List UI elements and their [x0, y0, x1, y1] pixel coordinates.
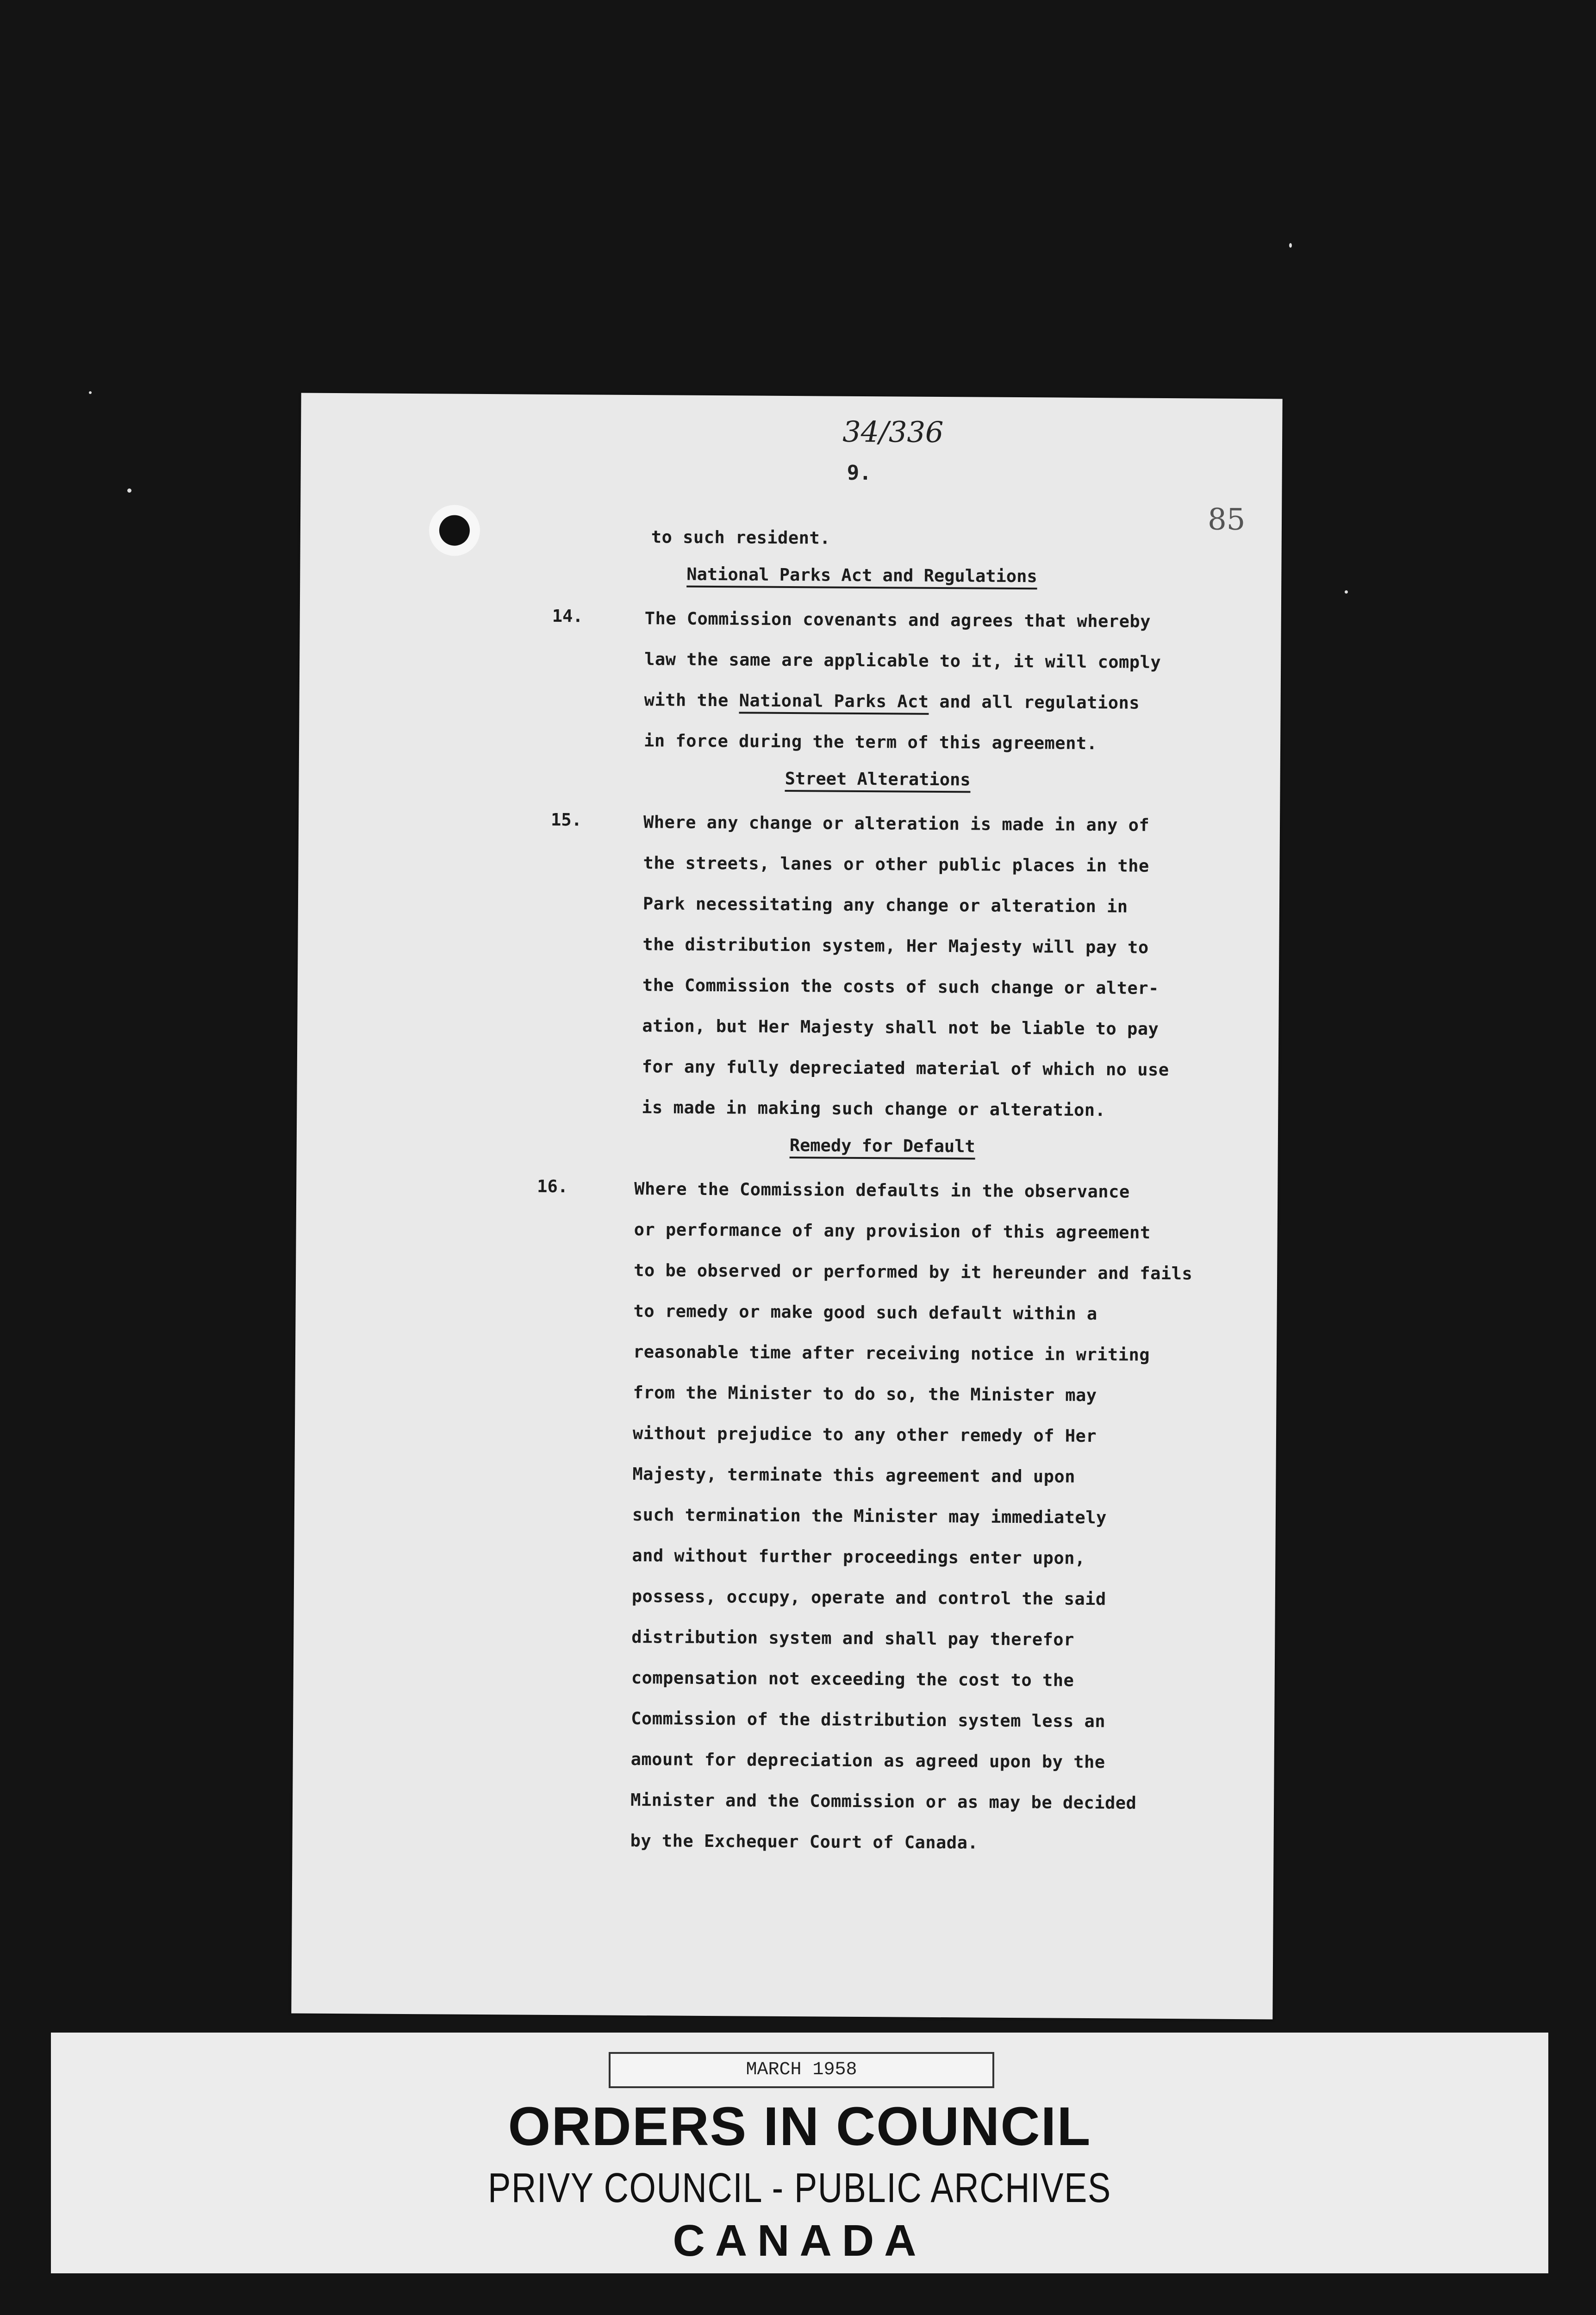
body-line: Park necessitating any change or alteration in [642, 894, 1128, 917]
body-line: is made in making such change or alteration. [642, 1097, 1106, 1120]
body-line: the streets, lanes or other public places in the [643, 853, 1149, 876]
body-line: Commission of the distribution system less an [631, 1708, 1106, 1732]
document-page [291, 393, 1282, 2020]
body-line: compensation not exceeding the cost to the [631, 1667, 1074, 1690]
body-line: ation, but Her Majesty shall not be liable to pay [642, 1016, 1159, 1039]
body-line: to such resident. [651, 527, 831, 548]
punch-hole [439, 515, 470, 545]
clause-number: 16. [537, 1176, 568, 1197]
body-line: reasonable time after receiving notice in writing [633, 1341, 1150, 1365]
film-speck [1345, 590, 1348, 594]
body-line: without prejudice to any other remedy of Her [632, 1423, 1097, 1446]
body-line: by the Exchequer Court of Canada. [630, 1830, 979, 1853]
banner-title: ORDERS IN COUNCIL [508, 2096, 1091, 2157]
body-line: or performance of any provision of this agreement [634, 1219, 1151, 1243]
section-heading: Street Alterations [785, 768, 971, 790]
body-line: distribution system and shall pay therefor [631, 1627, 1075, 1650]
film-speck [127, 488, 131, 493]
body-line: Where the Commission defaults in the observance [634, 1178, 1130, 1202]
body-line: to remedy or make good such default within a [633, 1301, 1097, 1324]
body-line: to be observed or performed by it hereunder and fails [634, 1260, 1193, 1284]
film-speck [89, 391, 92, 394]
file-number: 34/336 [842, 414, 944, 450]
clause-number: 14. [552, 606, 583, 626]
date-label: MARCH 1958 [609, 2052, 994, 2088]
body-line: in force during the term of this agreement. [644, 731, 1097, 754]
body-line: amount for depreciation as agreed upon by the [630, 1749, 1105, 1772]
body-line: possess, occupy, operate and control the said [631, 1586, 1106, 1609]
banner-country: CANADA [673, 2216, 927, 2265]
body-line: The Commission covenants and agrees that whereby [644, 608, 1151, 632]
body-line: law the same are applicable to it, it will comply [644, 649, 1161, 672]
page-number: 9. [847, 461, 872, 485]
body-line: and without further proceedings enter upon, [632, 1545, 1085, 1568]
section-heading: Remedy for Default [789, 1135, 975, 1157]
section-heading: National Parks Act and Regulations [686, 564, 1037, 587]
body-line: Where any change or alteration is made in any of [643, 812, 1150, 835]
clause-number: 15. [550, 809, 582, 830]
body-line: Majesty, terminate this agreement and upon [632, 1464, 1076, 1487]
stamp-number: 85 [1207, 502, 1246, 538]
body-line: such termination the Minister may immediately [632, 1504, 1107, 1528]
archive-banner [51, 2033, 1548, 2273]
body-line: the distribution system, Her Majesty will pay to [642, 934, 1149, 957]
body-line: with the National Parks Act and all regulations [644, 690, 1140, 713]
film-speck [1289, 243, 1292, 248]
banner-subtitle: PRIVY COUNCIL - PUBLIC ARCHIVES [488, 2165, 1111, 2211]
body-line: for any fully depreciated material of which no use [642, 1057, 1169, 1080]
body-line: Minister and the Commission or as may be decided [630, 1789, 1137, 1813]
body-line: from the Minister to do so, the Minister may [633, 1382, 1097, 1406]
body-line: the Commission the costs of such change or alter- [642, 975, 1160, 998]
